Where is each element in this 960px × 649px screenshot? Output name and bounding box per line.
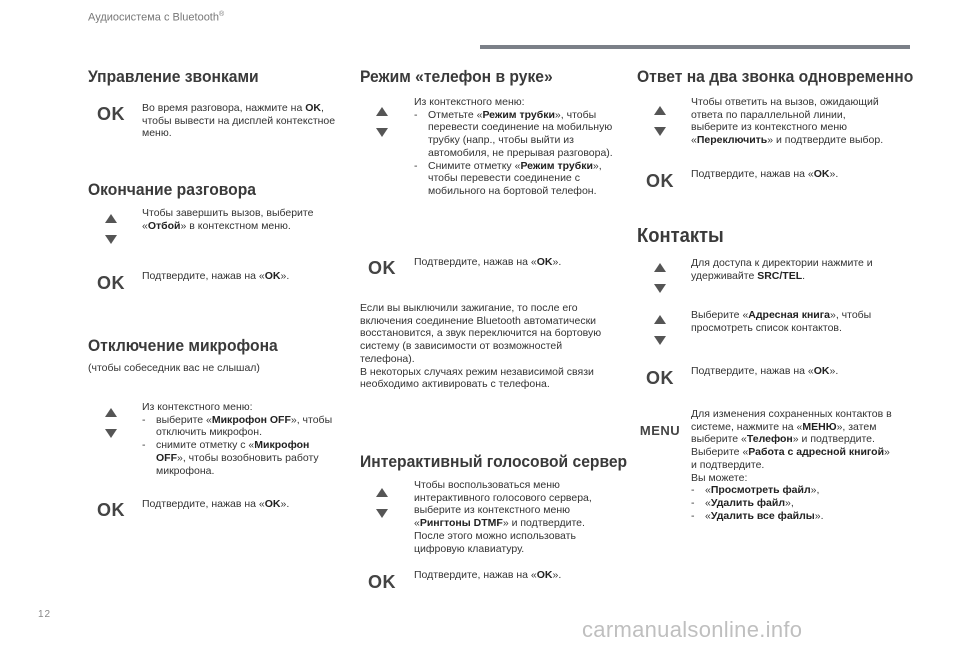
- page-number: 12: [38, 609, 52, 620]
- heading-handset-mode: Режим «телефон в руке»: [360, 67, 553, 86]
- header-bar: [480, 45, 910, 49]
- confirm-text: Подтвердите, нажав на «OK».: [142, 498, 290, 510]
- heading-contacts: Контакты: [637, 225, 724, 247]
- confirm-text: Подтвердите, нажав на «OK».: [414, 569, 562, 581]
- edit-contacts-text: Для изменения сохраненных контактов в системе, нажмите на «МЕНЮ», затем выберите «Телефон» и подтвердите. Выберите «Работа с адресной книгой» и подтвердите. Вы можете: - «Просмотреть файл», - «Удалить файл», - «Удалить все файлы».: [691, 408, 892, 522]
- up-down-arrows-icon: [357, 107, 407, 137]
- ok-button-icon: OK: [97, 273, 125, 293]
- heading-end-call: Окончание разговора: [88, 180, 256, 199]
- ok-button-icon: OK: [368, 572, 396, 592]
- menu-button-icon: MENU: [639, 423, 681, 438]
- mic-off-text: Из контекстного меню: - выберите «Микрофон OFF», чтобы отключить микрофон. - снимите отметку с «Микрофон OFF», чтобы возобновить работу микрофона.: [142, 401, 333, 477]
- ok-button-icon: OK: [646, 368, 674, 388]
- confirm-text: Подтвердите, нажав на «OK».: [691, 365, 839, 377]
- two-calls-text: Чтобы ответить на вызов, ожидающий ответа по параллельной линии, выберите из контекстного меню «Переключить» и подтвердите выбор.: [691, 96, 884, 147]
- ok-button-icon: OK: [97, 104, 125, 124]
- up-down-arrows-icon: [635, 106, 685, 136]
- confirm-text: Подтвердите, нажав на «OK».: [414, 256, 562, 268]
- up-down-arrows-icon: [635, 263, 685, 293]
- mic-off-subtitle: (чтобы собеседник вас не слышал): [88, 362, 260, 374]
- heading-voice-server: Интерактивный голосовой сервер: [360, 452, 628, 471]
- up-down-arrows-icon: [86, 408, 136, 438]
- header-title: Аудиосистема с Bluetooth®: [88, 11, 225, 24]
- ok-button-icon: OK: [368, 258, 396, 278]
- handset-mode-text: Из контекстного меню: - Отметьте «Режим трубки», чтобы перевести соединение на мобильную трубку (напр., чтобы выйти из автомобиля, не прерывая разговора). - Снимите отметку «Режим трубки», чтобы перевести соединение с мобильного на бортовой телефон.: [414, 96, 613, 197]
- heading-call-management: Управление звонками: [88, 67, 259, 86]
- contacts-access-text: Для доступа к директории нажмите и удерживайте SRC/TEL.: [691, 257, 873, 282]
- ok-button-icon: OK: [97, 500, 125, 520]
- ignition-note: Если вы выключили зажигание, то после его включения соединение Bluetooth автоматически восстановится, а звук переключится на бортовую систему (в зависимости от возможностей телефона). В некоторых случаях режим независимой связи необходимо активировать с телефона.: [360, 302, 602, 391]
- address-book-text: Выберите «Адресная книга», чтобы просмотреть список контактов.: [691, 309, 872, 334]
- watermark: carmanualsonline.info: [582, 617, 803, 642]
- up-down-arrows-icon: [357, 488, 407, 518]
- heading-mic-off: Отключение микрофона: [88, 336, 278, 355]
- up-down-arrows-icon: [635, 315, 685, 345]
- heading-two-calls: Ответ на два звонка одновременно: [637, 67, 914, 86]
- confirm-text: Подтвердите, нажав на «OK».: [142, 270, 290, 282]
- up-down-arrows-icon: [86, 214, 136, 244]
- end-call-text: Чтобы завершить вызов, выберите «Отбой» в контекстном меню.: [142, 207, 314, 232]
- ok-button-icon: OK: [646, 171, 674, 191]
- call-management-text: Во время разговора, нажмите на OK, чтобы вывести на дисплей контекстное меню.: [142, 102, 336, 140]
- confirm-text: Подтвердите, нажав на «OK».: [691, 168, 839, 180]
- voice-server-text: Чтобы воспользоваться меню интерактивного голосового сервера, выберите из контекстного меню «Рингтоны DTMF» и подтвердите. После этого можно использовать цифровую клавиатуру.: [414, 479, 592, 555]
